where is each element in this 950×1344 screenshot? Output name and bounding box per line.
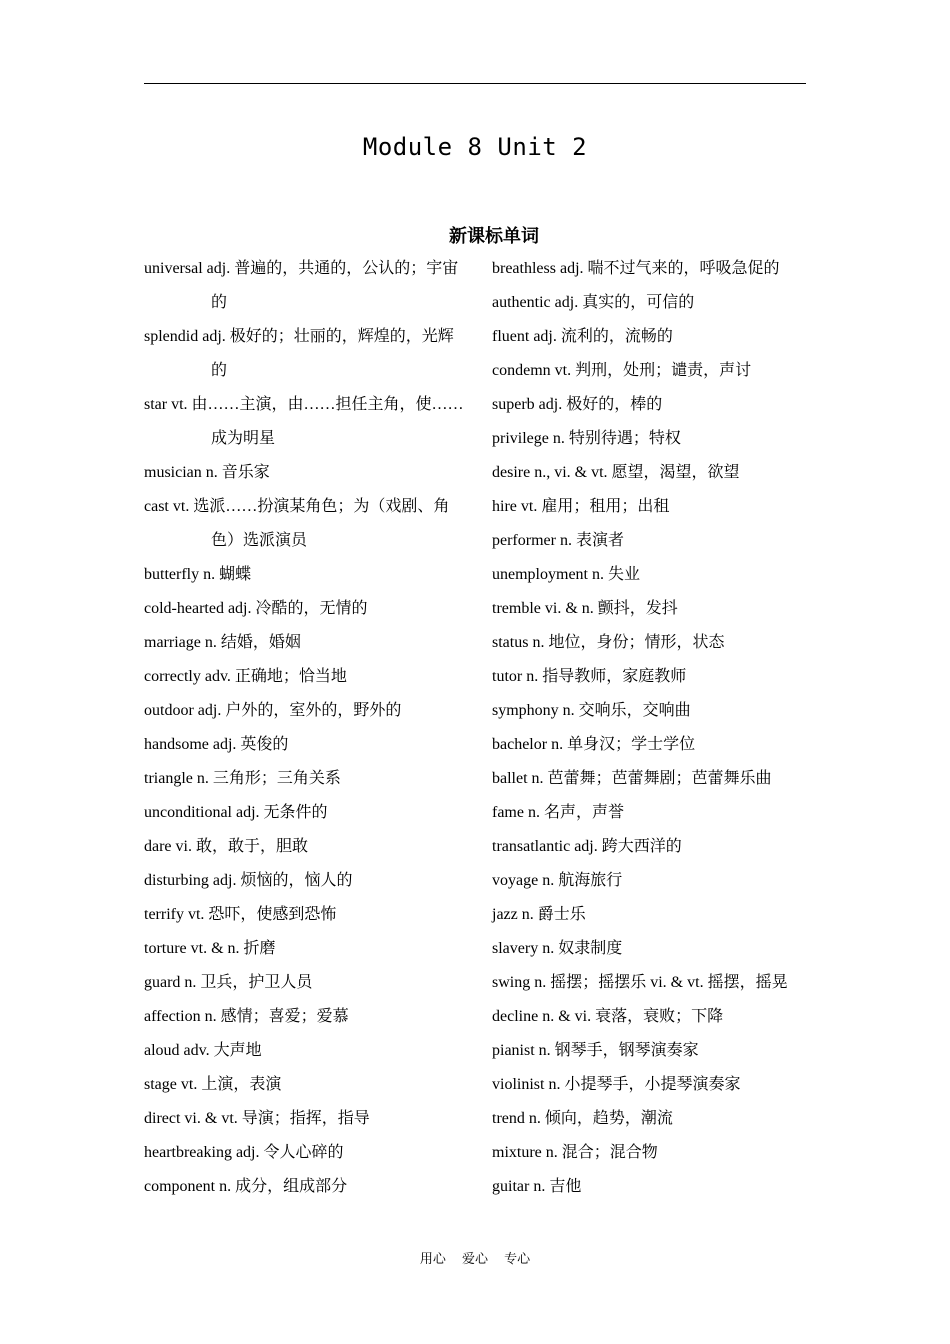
vocab-entry: affection n. 感情；喜爱；爱慕 [144, 1008, 349, 1025]
vocab-entry: voyage n. 航海旅行 [492, 872, 623, 889]
vocab-entry: trend n. 倾向，趋势，潮流 [492, 1110, 673, 1127]
vocab-entry: swing n. 摇摆；摇摆乐 vi. & vt. 摇摆，摇晃 [492, 974, 788, 991]
vocab-entry: tremble vi. & n. 颤抖，发抖 [492, 600, 678, 617]
vocab-entry: hire vt. 雇用；租用；出租 [492, 498, 670, 515]
vocab-entry: terrify vt. 恐吓，使感到恐怖 [144, 906, 337, 923]
vocab-entry: ballet n. 芭蕾舞；芭蕾舞剧；芭蕾舞乐曲 [492, 770, 772, 787]
vocab-entry: desire n., vi. & vt. 愿望，渴望，欲望 [492, 464, 740, 481]
vocab-entry: superb adj. 极好的，棒的 [492, 396, 663, 413]
vocab-entry: dare vi. 敢，敢于，胆敢 [144, 838, 308, 855]
vocab-entry: correctly adv. 正确地；恰当地 [144, 668, 347, 685]
vocab-entry: disturbing adj. 烦恼的，恼人的 [144, 872, 353, 889]
vocab-entry: fame n. 名声，声誉 [492, 804, 624, 821]
vocab-entry: cast vt. 选派……扮演某角色；为（戏剧、角色）选派演员 [144, 498, 450, 549]
vocab-entry: decline n. & vi. 衰落，衰败；下降 [492, 1008, 724, 1025]
vocab-entry: performer n. 表演者 [492, 532, 624, 549]
vocab-entry: breathless adj. 喘不过气来的，呼吸急促的 [492, 260, 780, 277]
vocab-entry: condemn vt. 判刑，处刑；谴责，声讨 [492, 362, 752, 379]
vocab-entry: heartbreaking adj. 令人心碎的 [144, 1144, 344, 1161]
vocab-entry: bachelor n. 单身汉；学士学位 [492, 736, 696, 753]
vocab-entry: unemployment n. 失业 [492, 566, 640, 583]
vocab-entry: universal adj. 普遍的，共通的，公认的；宇宙的 [144, 260, 459, 311]
vocab-entry: butterfly n. 蝴蝶 [144, 566, 252, 583]
vocab-entry: unconditional adj. 无条件的 [144, 804, 328, 821]
vocab-entry: direct vi. & vt. 导演；指挥，指导 [144, 1110, 370, 1127]
vocab-entry: component n. 成分，组成部分 [144, 1178, 348, 1195]
vocab-entry: musician n. 音乐家 [144, 464, 270, 481]
vocab-entry: marriage n. 结婚，婚姻 [144, 634, 301, 651]
vocab-entry: cold-hearted adj. 冷酷的，无情的 [144, 600, 368, 617]
vocab-entry: fluent adj. 流利的，流畅的 [492, 328, 673, 345]
vocab-entry: symphony n. 交响乐，交响曲 [492, 702, 691, 719]
vocab-entry: jazz n. 爵士乐 [492, 906, 586, 923]
vocab-entry: transatlantic adj. 跨大西洋的 [492, 838, 682, 855]
vocab-entry: aloud adv. 大声地 [144, 1042, 262, 1059]
vocab-column-right [492, 252, 810, 1204]
vocab-entry: authentic adj. 真实的，可信的 [492, 294, 695, 311]
vocab-entry: mixture n. 混合；混合物 [492, 1144, 658, 1161]
vocab-entry: guitar n. 吉他 [492, 1178, 582, 1195]
vocab-entry: splendid adj. 极好的；壮丽的，辉煌的，光辉的 [144, 328, 454, 379]
section-heading: 新课标单词 [449, 226, 539, 247]
vocab-entry: stage vt. 上演，表演 [144, 1076, 282, 1093]
vocab-entry: outdoor adj. 户外的，室外的，野外的 [144, 702, 402, 719]
vocab-entry: tutor n. 指导教师，家庭教师 [492, 668, 687, 685]
vocab-entry: privilege n. 特别待遇；特权 [492, 430, 681, 447]
vocab-entry: status n. 地位，身份；情形，状态 [492, 634, 725, 651]
page-footer: 用心 爱心 专心 [419, 1252, 531, 1267]
vocab-entry: slavery n. 奴隶制度 [492, 940, 623, 957]
header-rule [144, 83, 806, 84]
vocab-entry: torture vt. & n. 折磨 [144, 940, 276, 957]
page-title: Module 8 Unit 2 [362, 133, 588, 161]
vocab-entry: star vt. 由……主演，由……担任主角，使……成为明星 [144, 396, 464, 447]
vocab-column-left [144, 252, 464, 1204]
vocab-entry: violinist n. 小提琴手，小提琴演奏家 [492, 1076, 741, 1093]
vocab-entry: guard n. 卫兵，护卫人员 [144, 974, 313, 991]
vocab-entry: triangle n. 三角形；三角关系 [144, 770, 341, 787]
vocab-entry: pianist n. 钢琴手，钢琴演奏家 [492, 1042, 699, 1059]
vocab-entry: handsome adj. 英俊的 [144, 736, 289, 753]
